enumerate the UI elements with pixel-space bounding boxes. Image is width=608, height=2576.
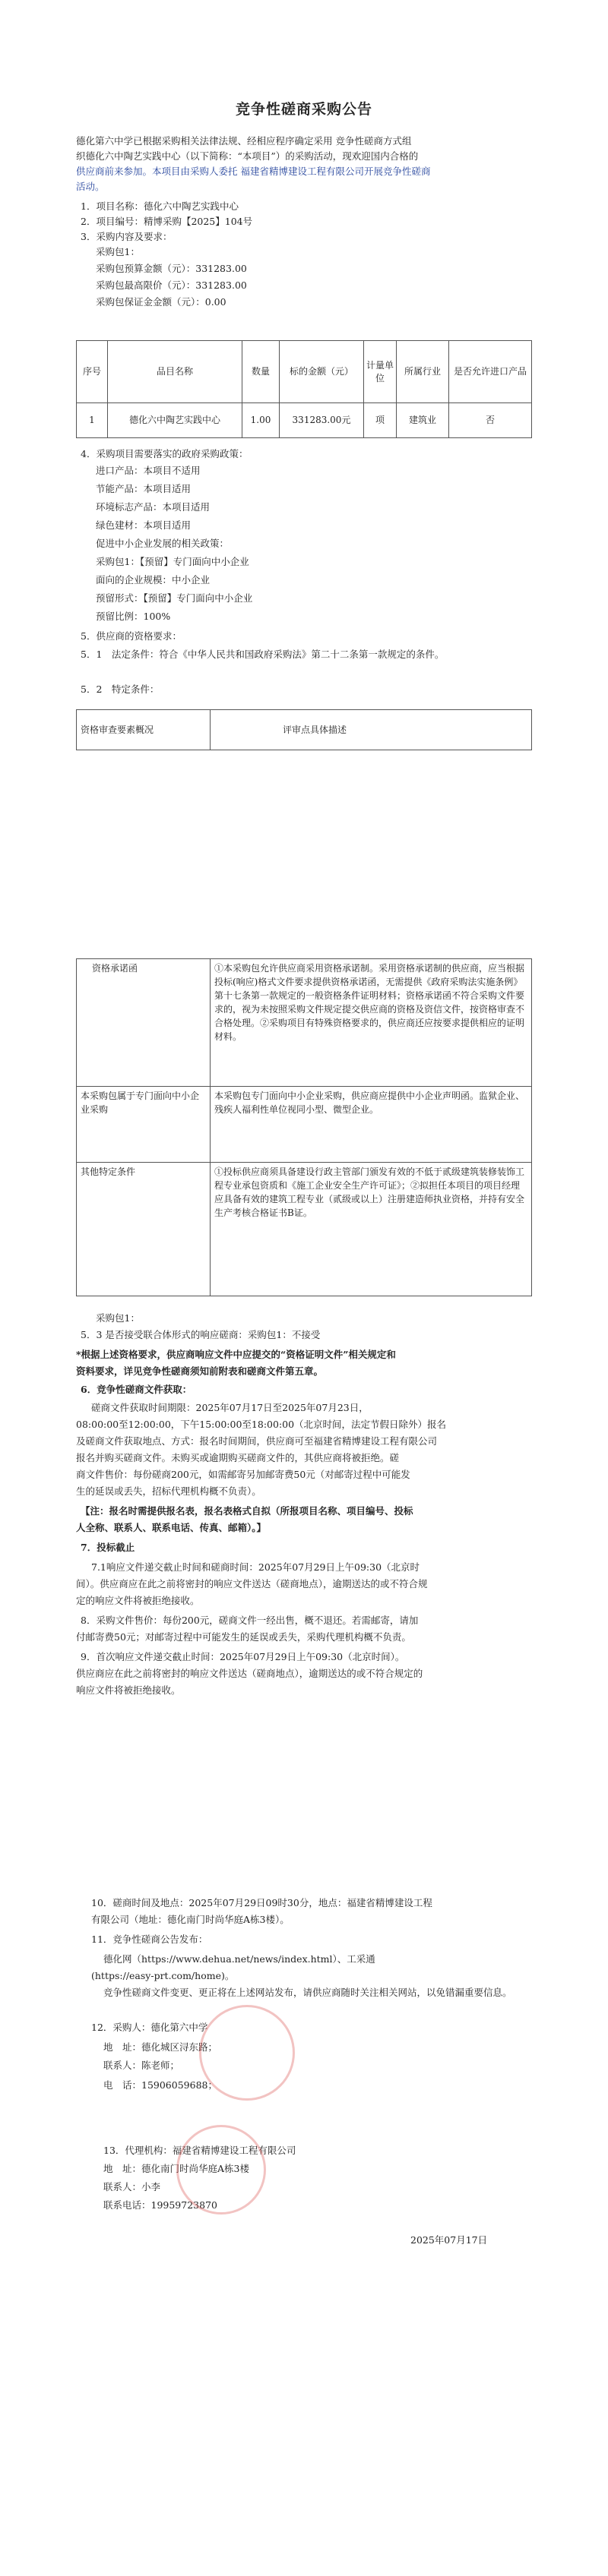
deadline-line-2: 间）。供应商应在此之前将密封的响应文件送达（磋商地点），逾期送达的或不符合规 xyxy=(76,1578,428,1589)
publish-website-1[interactable]: 德化网（https://www.dehua.net/news/index.html）、工采通 xyxy=(103,1953,375,1965)
max-price: 采购包最高限价（元）：331283.00 xyxy=(96,279,247,291)
agent-address: 地 址：德化南门时尚华庭A栋3楼 xyxy=(103,2163,249,2174)
purchaser-contact: 联系人：陈老师； xyxy=(103,2060,180,2071)
qual-note-1: *根据上述资格要求，供应商响应文件中应提交的“资格证明文件”相关规定和 xyxy=(76,1349,396,1360)
th-import: 是否允许进口产品 xyxy=(449,341,532,403)
sme-reserve-ratio: 预留比例：100% xyxy=(96,611,171,622)
deadline-line-3: 定的响应文件将被拒绝接收。 xyxy=(76,1595,200,1606)
policy-energy: 节能产品：本项目适用 xyxy=(96,483,192,494)
agent-seal xyxy=(176,2125,266,2215)
purchaser-seal xyxy=(199,2005,295,2101)
agent-name: 13．代理机构：福建省精博建设工程有限公司 xyxy=(103,2145,296,2156)
qual-th-factor: 资格审查要素概况 xyxy=(77,710,211,750)
intro-line-1: 德化第六中学已根据采购相关法律法规、经相应程序确定采用 竞争性磋商方式组 xyxy=(76,135,412,147)
table-row xyxy=(77,403,532,438)
intro-line-2: 织德化六中陶艺实践中心（以下简称：“本项目”）的采购活动，现欢迎国内合格的 xyxy=(76,150,419,162)
qual-title: 5．供应商的资格要求： xyxy=(81,630,182,642)
qual-detail-table xyxy=(76,958,532,1296)
obtain-line-4: 报名并购买磋商文件。未购买或逾期购买磋商文件的，其供应商将被拒绝。磋 xyxy=(76,1452,400,1463)
qual-special: 5．2 特定条件： xyxy=(81,683,160,695)
price-line-2: 付邮寄费50元；对邮寄过程中可能发生的延误或丢失，采购代理机构概不负责。 xyxy=(76,1631,411,1643)
publish-notice: 竞争性磋商文件变更、更正将在上述网站发布，请供应商随时关注相关网站，以免错漏重要信息。 xyxy=(103,1987,512,1998)
sme-package: 采购包1：【预留】专门面向中小企业 xyxy=(96,556,249,567)
publish-title: 11．竞争性磋商公告发布： xyxy=(91,1934,208,1945)
cell-no: 1 xyxy=(77,403,108,438)
purchaser: 12．采购人：德化第六中学 xyxy=(91,2022,208,2033)
sme-reserve-form: 预留形式：【预留】专门面向中小企业 xyxy=(96,592,253,604)
register-note-2: 人全称、联系人、联系电话、传真、邮箱）。】 xyxy=(76,1522,267,1533)
after-package: 采购包1： xyxy=(96,1312,140,1324)
obtain-title: 6．竞争性磋商文件获取： xyxy=(81,1384,192,1395)
items-table xyxy=(76,340,532,438)
qual-cell-sme-desc: 本采购包专门面向中小企业采购，供应商应提供中小企业声明函。监狱企业、残疾人福利性单位视同小型、微型企业。 xyxy=(211,1087,532,1163)
project-number: 2．项目编号：精博采购【2025】104号 xyxy=(81,216,253,227)
table-row xyxy=(77,1163,532,1296)
table-row xyxy=(77,1087,532,1163)
page-title: 竞争性磋商采购公告 xyxy=(235,101,372,118)
qual-cell-pledge-label: 资格承诺函 xyxy=(77,959,211,1087)
project-name: 1．项目名称：德化六中陶艺实践中心 xyxy=(81,200,239,212)
th-industry: 所属行业 xyxy=(397,341,449,403)
agent-phone: 联系电话：19959723870 xyxy=(103,2199,217,2211)
obtain-line-1: 磋商文件获取时间期限：2025年07月17日至2025年07月23日， xyxy=(91,1402,369,1413)
purchaser-address: 地 址：德化城区浔东路； xyxy=(103,2041,218,2053)
cell-industry: 建筑业 xyxy=(397,403,449,438)
qual-cell-sme-label: 本采购包属于专门面向中小企业采购 xyxy=(77,1087,211,1163)
publish-website-2[interactable]: (https://easy-prt.com/home)。 xyxy=(91,1970,235,1981)
cell-amount: 331283.00元 xyxy=(280,403,364,438)
qual-legal: 5．1 法定条件：符合《中华人民共和国政府采购法》第二十二条第一款规定的条件。 xyxy=(81,649,445,660)
obtain-line-3: 及磋商文件获取地点、方式：报名时间期间，供应商可至福建省精博建设工程有限公司 xyxy=(76,1435,438,1447)
price-line-1: 8．采购文件售价：每份200元，磋商文件一经出售，概不退还。若需邮寄，请加 xyxy=(81,1615,419,1626)
policy-env: 环境标志产品：本项目适用 xyxy=(96,501,211,513)
deposit-amount: 采购包保证金金额（元）：0.00 xyxy=(96,296,226,308)
purchaser-phone: 电 话：15906059688； xyxy=(103,2079,217,2091)
th-amount: 标的金额（元） xyxy=(280,341,364,403)
first-deadline-line-3: 响应文件将被拒绝接收。 xyxy=(76,1684,181,1696)
cell-unit: 项 xyxy=(364,403,397,438)
obtain-line-5: 商文件售价：每份磋商200元，如需邮寄另加邮寄费50元（对邮寄过程中可能发 xyxy=(76,1469,410,1480)
issue-date: 2025年07月17日 xyxy=(410,2234,488,2246)
cell-import: 否 xyxy=(449,403,532,438)
th-unit: 计量单位 xyxy=(364,341,397,403)
table-row xyxy=(77,959,532,1087)
register-note-1: 【注：报名时需提供报名表，报名表格式自拟（所报项目名称、项目编号、投标 xyxy=(81,1505,413,1517)
th-item: 品目名称 xyxy=(108,341,242,403)
budget-amount: 采购包预算金额（元）：331283.00 xyxy=(96,263,247,274)
th-qty: 数量 xyxy=(242,341,280,403)
intro-line-4: 活动。 xyxy=(76,181,105,192)
cell-qty: 1.00 xyxy=(242,403,280,438)
policy-green: 绿色建材：本项目适用 xyxy=(96,519,192,531)
policy-title: 4．采购项目需要落实的政府采购政策： xyxy=(81,448,249,459)
deadline-line-1: 7.1响应文件递交截止时间和磋商时间：2025年07月29日上午09:30（北京时 xyxy=(91,1561,420,1573)
negotiation-line-1: 10．磋商时间及地点：2025年07月29日09时30分，地点：福建省精博建设工程 xyxy=(91,1897,432,1908)
qual-cell-pledge-desc: ①本采购包允许供应商采用资格承诺制。采用资格承诺制的供应商，应当根据投标(响应)格式文件要求提供资格承诺函，无需提供《政府采购法实施条例》第十七条第一款规定的一般资格条件证明材料；资格承诺函不符合采购文件要求的，视为未按照采购文件规定提交供应商的资格及资信文件，按资格审查不合格处理。②采购项目有特殊资格要求的，供应商还应按要求提供相应的证明材料。 xyxy=(211,959,532,1087)
policy-import: 进口产品：本项目不适用 xyxy=(96,465,201,476)
qual-cell-other-label: 其他特定条件 xyxy=(77,1163,211,1296)
obtain-line-2: 08:00:00至12:00:00，下午15:00:00至18:00:00（北京时间，法定节假日除外）报名 xyxy=(76,1419,447,1430)
qual-th-desc: 评审点具体描述 xyxy=(211,710,532,750)
first-deadline-line-2: 供应商应在此之前将密封的响应文件送达（磋商地点），逾期送达的或不符合规定的 xyxy=(76,1668,423,1679)
intro-line-3: 供应商前来参加。本项目由采购人委托 福建省精博建设工程有限公司开展竞争性磋商 xyxy=(76,166,431,177)
deadline-title: 7．投标截止 xyxy=(81,1542,135,1553)
obtain-line-6: 生的延误或丢失，招标代理机构概不负责）。 xyxy=(76,1485,261,1497)
sme-title: 促进中小企业发展的相关政策： xyxy=(96,538,230,549)
first-deadline-line-1: 9．首次响应文件递交截止时间：2025年07月29日上午09:30（北京时间）。 xyxy=(81,1651,405,1662)
package-label: 采购包1： xyxy=(96,246,140,257)
consortium: 5．3 是否接受联合体形式的响应磋商：采购包1：不接受 xyxy=(81,1329,321,1340)
th-no: 序号 xyxy=(77,341,108,403)
sme-type: 面向的企业规模：中小企业 xyxy=(96,574,211,586)
content-title: 3．采购内容及要求： xyxy=(81,231,173,242)
agent-contact: 联系人：小李 xyxy=(103,2181,161,2192)
qual-summary-table xyxy=(76,709,532,750)
cell-item: 德化六中陶艺实践中心 xyxy=(108,403,242,438)
negotiation-line-2: 有限公司（地址：德化南门时尚华庭A栋3楼）。 xyxy=(91,1914,290,1925)
qual-cell-other-desc: ①投标供应商须具备建设行政主管部门颁发有效的不低于贰级建筑装修装饰工程专业承包资质和《施工企业安全生产许可证》；②拟担任本项目的项目经理应具备有效的建筑工程专业（贰级或以上）注册建造师执业资格，并持有安全生产考核合格证书B证。 xyxy=(211,1163,532,1296)
items-table-header xyxy=(77,341,532,403)
qual-note-2: 资料要求，详见竞争性磋商须知前附表和磋商文件第五章。 xyxy=(76,1365,324,1377)
